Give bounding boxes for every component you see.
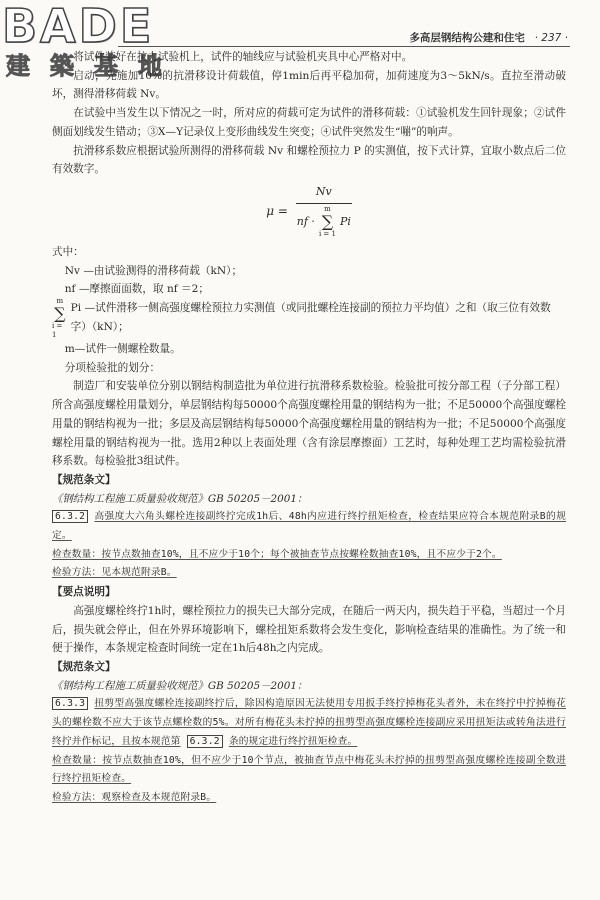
batch-label: 分项检验批的划分： bbox=[64, 361, 161, 374]
clause-number-box: 6.3.3 bbox=[52, 697, 88, 710]
formula-lhs: μ = bbox=[266, 203, 288, 218]
inspection-method-text: 检验方法：见本规范附录B。 bbox=[52, 567, 177, 579]
slip-coefficient-formula bbox=[52, 181, 566, 241]
clause-reference-box: 6.3.2 bbox=[187, 735, 223, 748]
clause-6-3-3 bbox=[52, 695, 566, 751]
inspection-quantity-text: 检查数量：按节点数抽查10%，但不应少于10个节点，被抽查节点中梅花头未拧掉的扭剪型高强度螺栓连接副全数进行终拧扭矩检查。 bbox=[52, 754, 566, 785]
page-body bbox=[52, 48, 566, 808]
definition-item: m—试件一侧螺栓数量。 bbox=[64, 343, 181, 356]
section-heading: 【要点说明】 bbox=[52, 586, 116, 599]
sum-upper-limit: m bbox=[324, 205, 331, 214]
clause-number-box: 6.3.2 bbox=[52, 510, 88, 523]
header-rule bbox=[118, 46, 570, 47]
definition-item-sum bbox=[52, 299, 566, 340]
section-heading: 【规范条文】 bbox=[52, 660, 116, 673]
sum-symbol: m ∑ i = 1 bbox=[52, 297, 68, 340]
inspection-method bbox=[52, 564, 566, 583]
clause-text: 条的规定进行终拧扭矩检查。 bbox=[228, 735, 358, 747]
definition-text: Pi —试件滑移一侧高强度螺栓预拉力实测值（或同批螺栓连接副的预拉力平均值）之和（取三位有效数字）（kN）； bbox=[70, 302, 551, 333]
section-heading: 【规范条文】 bbox=[52, 473, 116, 486]
book-title: 多高层钢结构公建和住宅 bbox=[409, 32, 525, 44]
running-header bbox=[409, 30, 568, 45]
formula-numerator: Nv bbox=[296, 183, 352, 205]
sum-lower-limit: i = 1 bbox=[52, 322, 63, 340]
logo-chinese-text: 建築基地 bbox=[6, 52, 182, 80]
formula-denominator bbox=[297, 204, 351, 239]
inspection-method-text: 检验方法：观察检查及本规范附录B。 bbox=[52, 791, 217, 803]
inspection-quantity bbox=[52, 546, 566, 565]
clause-6-3-2 bbox=[52, 508, 566, 545]
logo-latin-text: BADE bbox=[2, 0, 155, 53]
inspection-method bbox=[52, 789, 566, 808]
sum-lower-limit: i = 1 bbox=[318, 230, 336, 239]
paragraph: 高强度螺栓终拧1h时，螺栓预拉力的损失已大部分完成，在随后一两天内，损失趋于平稳，当超过一个月后，损失就会停止，但在外界环境影响下，螺栓扭矩系数将会发生变化，影响检查结果的准确性。为了统一和便于操作，本条规定检查时间统一定在1h后48h之内完成。 bbox=[52, 604, 566, 655]
inspection-quantity-text: 检查数量：按节点数抽查10%，且不应少于10个；每个被抽查节点按螺栓数抽查10%，且不应少于2个。 bbox=[52, 548, 502, 560]
paragraph: 在试验中当发生以下情况之一时，所对应的荷载可定为试件的滑移荷载：①试验机发生回针现象；②试件侧面划线发生错动；③X—Y记录仪上变形曲线发生突变；④试件突然发生“嘣”的响声。 bbox=[52, 107, 566, 138]
definition-item: nf —摩擦面面数，取 nf ＝2； bbox=[64, 283, 209, 296]
sum-upper-limit: m bbox=[56, 297, 64, 306]
paragraph: 将试件装好在拉力试验机上，试件的轴线应与试验机夹具中心严格对中。 bbox=[73, 51, 413, 63]
formula-denominator-prefix: nf · bbox=[296, 214, 315, 228]
formula-sum-term: Pi bbox=[339, 214, 351, 228]
paragraph: 制造厂和安装单位分别以钢结构制造批为单位进行抗滑移系数检验。检验批可按分部工程（子分部工程）所含高强度螺栓用量划分，单层钢结构每50000个高强度螺栓用量的钢结构为一批；不足50000个高强度螺栓用量的钢结构视为一批；多层及高层钢结构每50000个高强度螺栓用量的钢结构为一批；不足50000个高强度螺栓用量的钢结构视为一批。选用2种以上表面处理（含有涂层摩擦面）工艺时，每种处理工艺均需检验抗滑移系数。每检验批3组试件。 bbox=[52, 380, 566, 468]
clause-text: 高强度大六角头螺栓连接副终拧完成1h后、48h内应进行终拧扭矩检查，检查结果应符合本规范附录B的规定。 bbox=[52, 511, 566, 542]
page-number: · 237 · bbox=[534, 32, 568, 44]
paragraph: 启动，先施加10%的抗滑移设计荷载值，停1min后再平稳加荷，加荷速度为3～5kN/s。直拉至滑动破坏，测得滑移荷载 Nv。 bbox=[52, 69, 566, 101]
code-title: 《钢结构工程施工质量验收规范》GB 50205－2001： bbox=[52, 679, 308, 692]
sum-symbol: m ∑ i = 1 bbox=[318, 205, 336, 239]
inspection-quantity bbox=[52, 752, 566, 789]
where-label: 式中： bbox=[52, 245, 84, 258]
paragraph: 抗滑移系数应根据试验所测得的滑移荷载 Nv 和螺栓预拉力 P 的实测值，按下式计算，宜取小数点后二位有效数字。 bbox=[52, 144, 566, 176]
code-title: 《钢结构工程施工质量验收规范》GB 50205－2001： bbox=[52, 492, 308, 505]
definition-item: Nv —由试验测得的滑移荷载（kN）； bbox=[64, 264, 243, 277]
formula-fraction bbox=[296, 183, 352, 240]
clause-text: 扭剪型高强度螺栓连接副终拧后，除因构造原因无法使用专用扳手终拧掉梅花头者外，未在终拧中拧掉梅花头的螺栓数不应大于该节点螺栓数的5%。对所有梅花头未拧掉的扭剪型高强度螺栓连接副应采用扭矩法或转角法进行终拧并作标记，且按本规范第 bbox=[52, 698, 566, 747]
